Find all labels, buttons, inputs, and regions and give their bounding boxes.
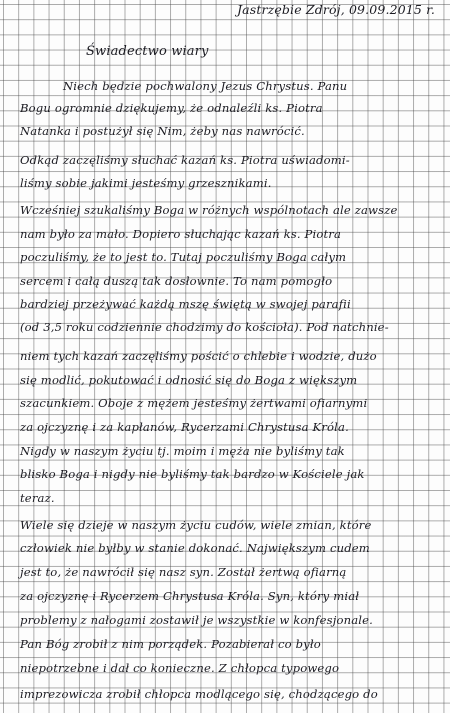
text-line: Wiele się dzieje w naszym życiu cudów, wiele zmian, które xyxy=(20,518,372,532)
text-line: się modlić, pokutować i odnosić się do Boga z większym xyxy=(20,373,358,387)
text-line: Bogu ogromnie dziękujemy, że odnaleźli ks. Piotra xyxy=(20,101,323,115)
text-line: Odkąd zaczęliśmy słuchać kazań ks. Piotra uświadomi- xyxy=(20,153,350,167)
text-line: sercem i całą duszą tak dosłownie. To nam pomogło xyxy=(20,274,333,288)
text-line: nam było za mało. Dopiero słuchając kazań ks. Piotra xyxy=(20,227,342,241)
text-line: teraz. xyxy=(20,491,55,505)
text-line: niem tych kazań zaczęliśmy pościć o chlebie i wodzie, dużo xyxy=(20,349,377,363)
text-line: człowiek nie byłby w stanie dokonać. Największym cudem xyxy=(20,541,370,555)
text-line: Natanka i postużył się Nim, żeby nas nawrócić. xyxy=(20,124,305,138)
text-line: za ojczyznę i Rycerzem Chrystusa Króla. Syn, który miał xyxy=(20,589,360,603)
text-line: imprezowicza zrobił chłopca modlącego się, chodzącego do xyxy=(20,687,378,701)
place-date: Jastrzębie Zdrój, 09.09.2015 r. xyxy=(237,2,436,17)
text-line: blisko Boga i nigdy nie byliśmy tak bardzo w Kościele jak xyxy=(20,467,365,481)
text-line: (od 3,5 roku codziennie chodzimy do kościoła). Pod natchnie- xyxy=(20,320,389,334)
text-line: szacunkiem. Oboje z mężem jesteśmy żertwami ofiarnymi xyxy=(20,396,368,410)
text-line: Niech będzie pochwalony Jezus Chrystus. Panu xyxy=(63,79,348,93)
letter-title: Świadectwo wiary xyxy=(86,44,209,59)
text-line: jest to, że nawrócił się nasz syn. Został żertwą ofiarną xyxy=(20,565,347,579)
text-line: liśmy sobie jakimi jesteśmy grzesznikami. xyxy=(20,176,272,190)
text-line: bardziej przeżywać każdą mszę świętą w swojej parafii xyxy=(20,297,351,311)
text-line: Pan Bóg zrobił z nim porządek. Pozabierał co było xyxy=(20,637,321,651)
text-line: problemy z nałogami zostawił je wszystkie w konfesjonale. xyxy=(20,613,373,627)
text-line: poczuliśmy, że to jest to. Tutaj poczuliśmy Boga całym xyxy=(20,250,347,264)
text-line: niepotrzebne i dał co konieczne. Z chłopca typowego xyxy=(20,661,340,675)
text-line: Wcześniej szukaliśmy Boga w różnych wspólnotach ale zawsze xyxy=(20,203,398,217)
text-line: Nigdy w naszym życiu tj. moim i męża nie byliśmy tak xyxy=(20,444,345,458)
text-line: za ojczyznę i za kapłanów, Rycerzami Chrystusa Króla. xyxy=(20,420,349,434)
